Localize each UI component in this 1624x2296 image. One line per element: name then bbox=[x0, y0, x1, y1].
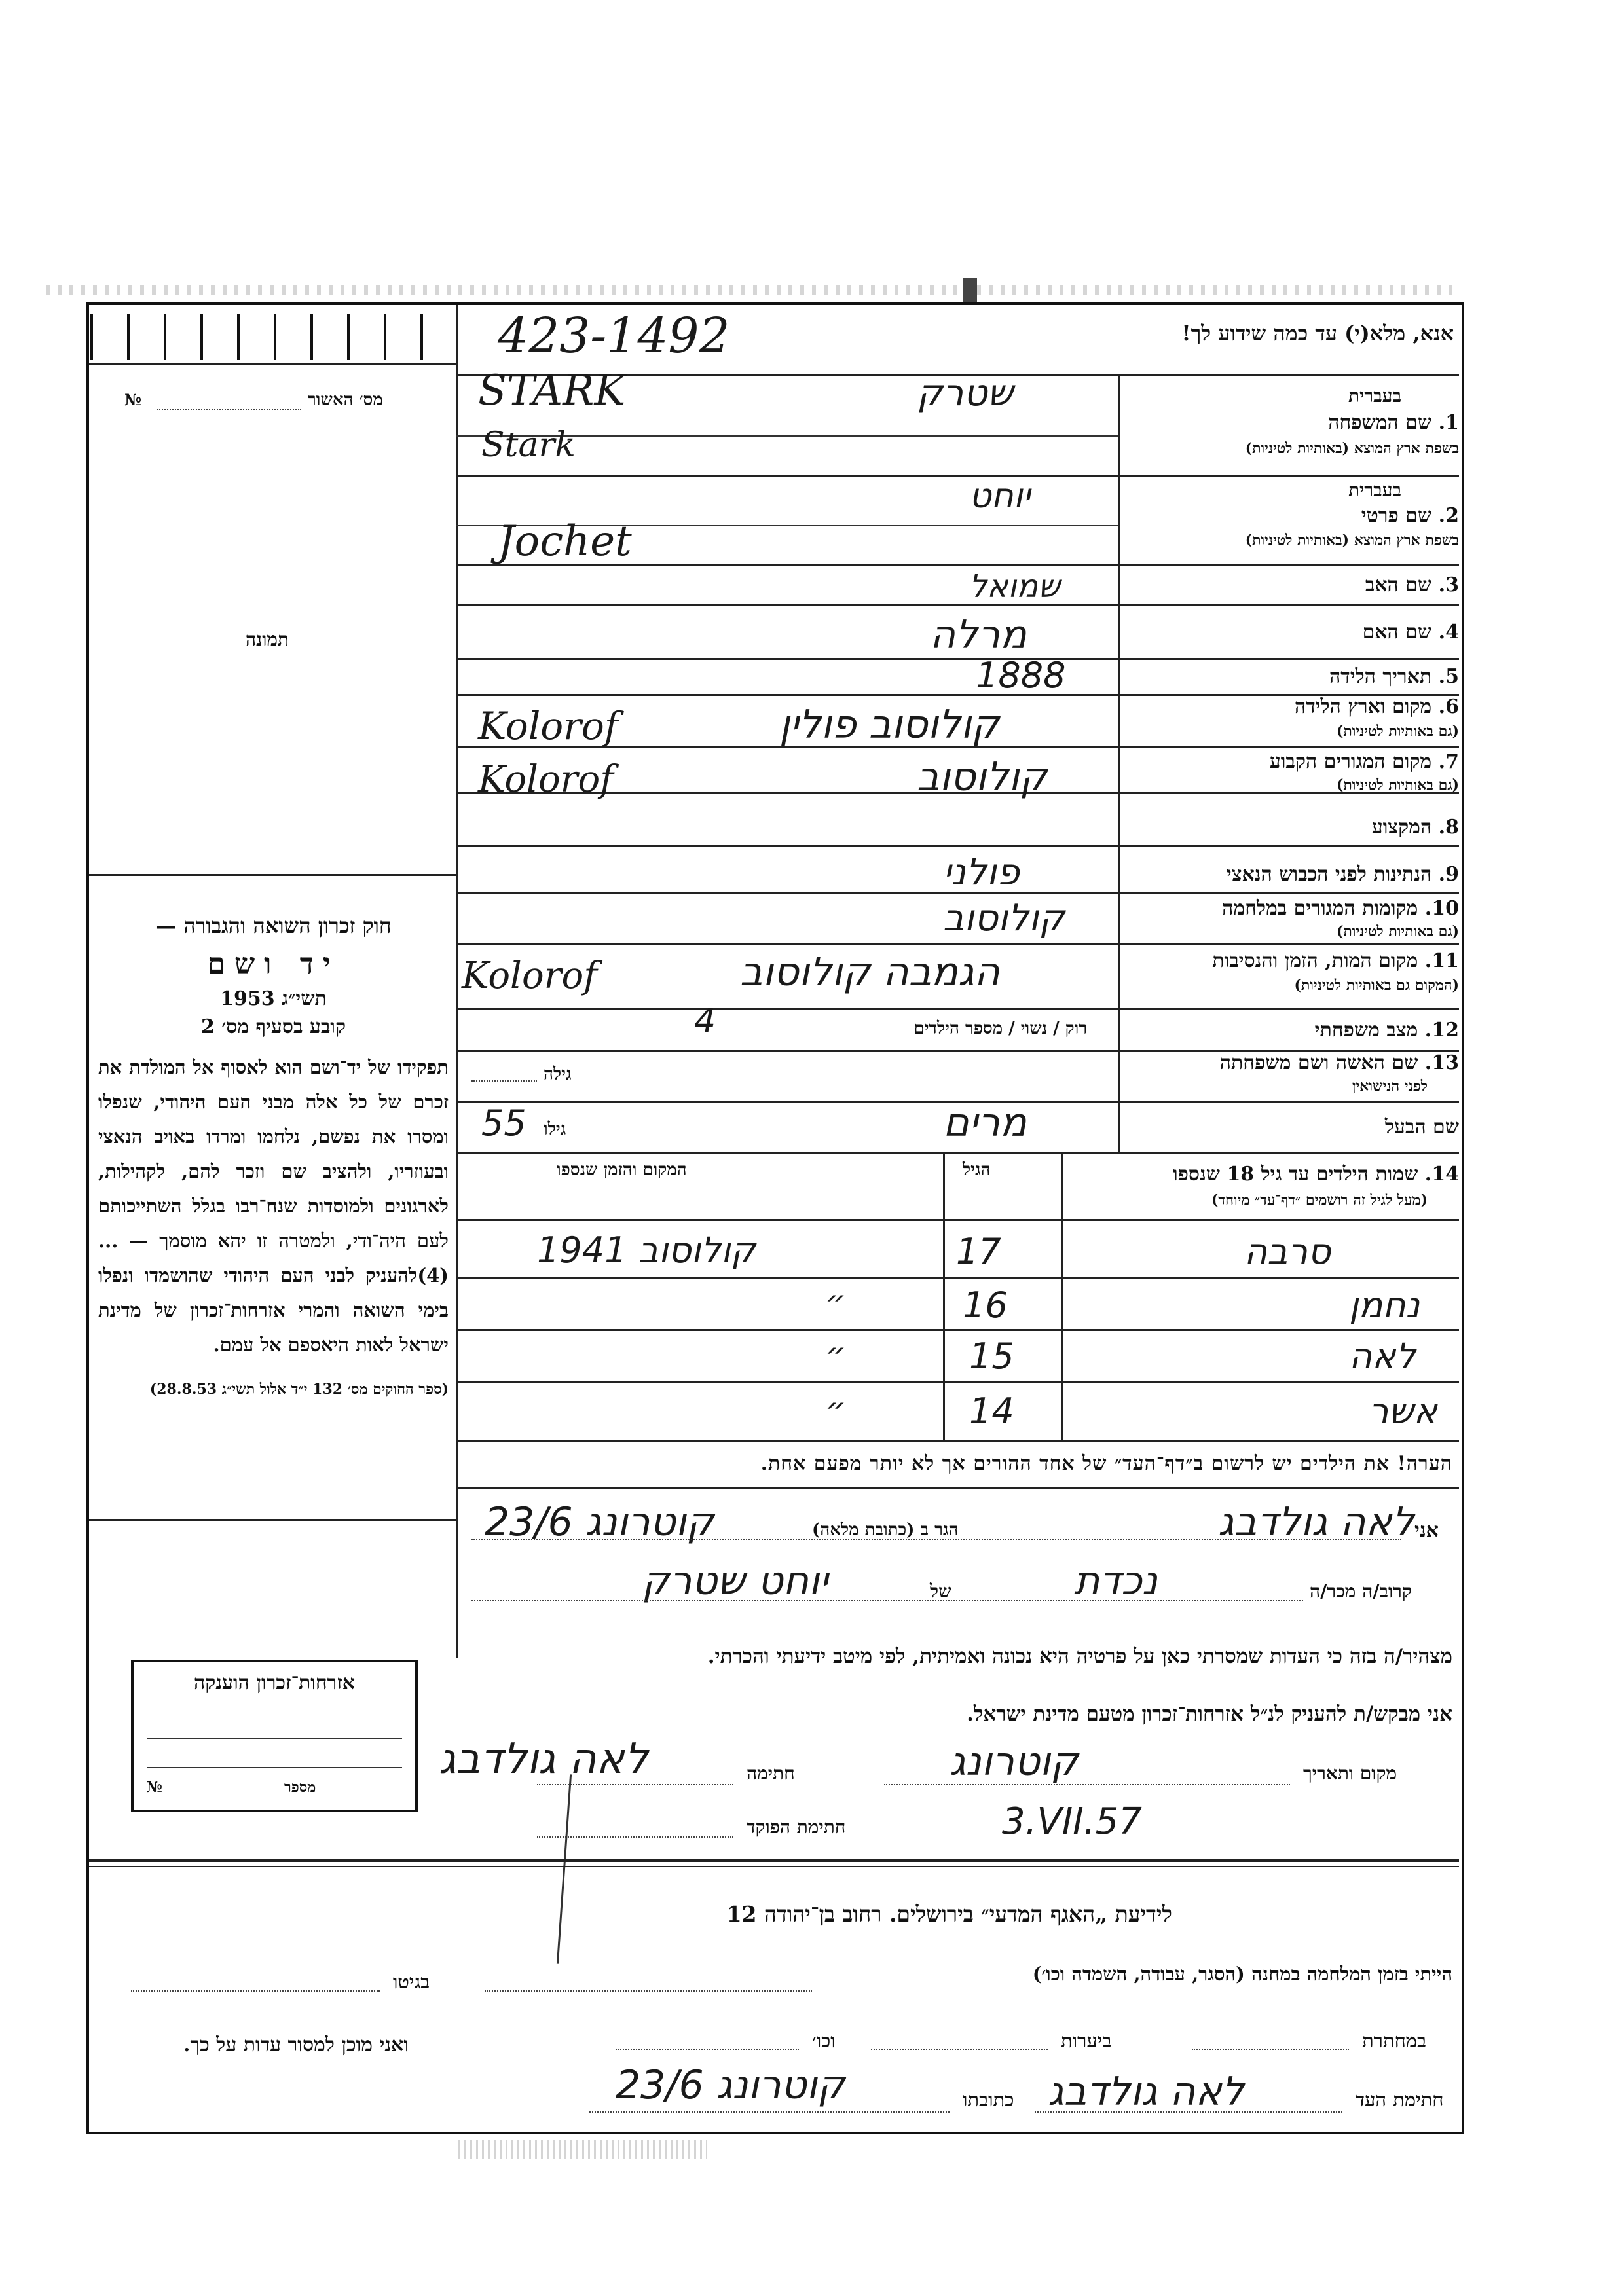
field-6-note: (גם באותיות לטיניות) bbox=[1336, 723, 1459, 740]
field-2-lang-hebrew: בעברית bbox=[1348, 479, 1401, 501]
husband-value: מרים bbox=[943, 1100, 1027, 1146]
sidebar-top-line bbox=[89, 874, 456, 876]
field-10-label: 10. מקומות המגורים במלחמה bbox=[1222, 897, 1459, 920]
row-line bbox=[456, 604, 1459, 606]
decl-of-value: יוחט שטרק bbox=[642, 1558, 828, 1604]
footer-line bbox=[1192, 2049, 1349, 2050]
child-age: 15 bbox=[969, 1336, 1014, 1377]
field-7-note: (גם באותיות לטיניות) bbox=[1336, 776, 1459, 793]
cert-no-label: מס׳ האשור bbox=[308, 390, 383, 410]
children-col-age-header: הגיל bbox=[963, 1160, 991, 1180]
field-7-value-hebrew: קולוסוב bbox=[917, 754, 1048, 800]
field-4-label: 4. שם האם bbox=[1362, 621, 1459, 644]
field-11-value-latin: Kolorof bbox=[462, 955, 597, 997]
field-12-label: 12. מצב משפחתי bbox=[1314, 1019, 1459, 1042]
footer-info: לידיעת „האגף המדעי״ בירושלים. רחוב בן־יהודה 12 bbox=[726, 1901, 1172, 1927]
child-name: סרבה bbox=[1244, 1231, 1331, 1272]
row-line bbox=[456, 943, 1459, 945]
field-12-children-count: 4 bbox=[694, 1002, 716, 1041]
field-2-lang-origin: בשפת ארץ המוצא (באותיות לטיניות) bbox=[1245, 532, 1459, 549]
field-1-value-hebrew: שטרק bbox=[917, 372, 1014, 414]
footer-witness-address-value: קוטרונג 23/6 bbox=[616, 2062, 845, 2108]
children-col-age-right bbox=[1061, 1152, 1063, 1440]
children-header-line bbox=[456, 1219, 1459, 1221]
field-5-label: 5. תאריך הלידה bbox=[1329, 665, 1459, 688]
footer-underground-label: במחתרת bbox=[1362, 2030, 1426, 2052]
decl-place-date-value: קוטרונג bbox=[950, 1739, 1079, 1785]
decl-official-signature-label: חתימת הפוקד bbox=[747, 1816, 846, 1838]
footer-line bbox=[131, 1990, 380, 1992]
child-name: נחמן bbox=[1349, 1285, 1420, 1326]
field-6-value-latin: Kolorof bbox=[478, 704, 619, 748]
decl-line bbox=[471, 1539, 1401, 1540]
yad-vashem-title: יד ושם bbox=[207, 947, 340, 981]
field-11-label: 11. מקום המות, הזמן והנסיבות bbox=[1212, 949, 1459, 972]
field-13-label: 13. שם האשה ושם משפחתה bbox=[1219, 1051, 1459, 1074]
field-3-label: 3. שם האב bbox=[1365, 574, 1459, 596]
child-age: 14 bbox=[969, 1391, 1014, 1432]
field-10-value: קולוסוב bbox=[943, 897, 1065, 939]
field-13-age-line bbox=[471, 1080, 537, 1082]
field-7-label: 7. מקום המגורים הקבוע bbox=[1269, 750, 1459, 773]
cert-no-line bbox=[157, 409, 301, 410]
scan-noise-strip bbox=[46, 285, 1454, 295]
sidebar-bottom-line bbox=[89, 1519, 456, 1521]
children-bottom-line bbox=[456, 1440, 1459, 1442]
field-7-value-latin: Kolorof bbox=[478, 758, 614, 801]
field-5-value: 1888 bbox=[976, 655, 1066, 696]
footer-ghetto-label: בגיטו bbox=[393, 1971, 430, 1993]
law-title: חוק זכרון השואה והגבורה — bbox=[155, 913, 392, 938]
field-1-value-origin2: Stark bbox=[481, 426, 576, 465]
law-source: (ספר החוקים מס׳ 132 י״ד אלול תשי״ג 28.8.53) bbox=[149, 1381, 449, 1398]
row-line bbox=[456, 475, 1459, 477]
decl-of-label: של bbox=[930, 1580, 951, 1602]
decl-line bbox=[884, 1784, 1290, 1785]
child-age: 17 bbox=[956, 1231, 1001, 1272]
footer-witness-signature-label: חתימת העד bbox=[1356, 2088, 1444, 2111]
row-line bbox=[456, 1152, 1459, 1154]
field-2-value-origin: Jochet bbox=[498, 517, 632, 566]
certificate-box-line bbox=[147, 1738, 402, 1739]
field-6-label: 6. מקום וארץ הלידה bbox=[1294, 695, 1459, 718]
law-clause: קובע בסעיף מס׳ 2 bbox=[200, 1015, 346, 1038]
tick-boxes bbox=[90, 314, 454, 360]
footer-line bbox=[1035, 2111, 1342, 2113]
certificate-box bbox=[131, 1660, 418, 1812]
child-place: ״ bbox=[825, 1336, 847, 1374]
field-2-label: 2. שם פרטי bbox=[1361, 504, 1459, 527]
footer-etc-label: וכו׳ bbox=[812, 2030, 836, 2052]
decl-signature-label: חתימה bbox=[747, 1762, 795, 1784]
certificate-box-no-abbr: № bbox=[147, 1779, 162, 1796]
file-number: 423-1492 bbox=[498, 308, 730, 364]
law-sidebar bbox=[98, 913, 449, 1400]
decl-line bbox=[537, 1784, 733, 1785]
footer-witness-signature-value: לאה גולדבג bbox=[1048, 2069, 1244, 2115]
footer-top-line-2 bbox=[89, 1866, 1459, 1867]
field-12-options: רוק / נשוי / מספר הילדים bbox=[913, 1019, 1087, 1038]
decl-address-label: הגר ב (כתובת מלאה) bbox=[812, 1520, 959, 1540]
child-place: קולוסוב 1941 bbox=[537, 1230, 756, 1271]
field-8-label: 8. המקצוע bbox=[1371, 816, 1459, 839]
decl-place-date-label: מקום ותאריך bbox=[1303, 1762, 1397, 1784]
husband-age-label: גילו bbox=[544, 1120, 566, 1139]
child-name: אשר bbox=[1369, 1391, 1437, 1432]
scan-noise-bottom bbox=[458, 2140, 707, 2159]
footer-line bbox=[589, 2111, 950, 2113]
field-4-value: מרלה bbox=[930, 612, 1027, 658]
field-6-value-hebrew: קולוסוב פולין bbox=[779, 702, 1000, 748]
child-name: לאה bbox=[1349, 1336, 1416, 1377]
field-1-label: 1. שם המשפחה bbox=[1328, 411, 1459, 434]
field-13-age-label: גילה bbox=[544, 1065, 572, 1084]
decl-name-value: לאה גולדבג bbox=[1218, 1499, 1414, 1545]
law-year: תשי״ג 1953 bbox=[220, 987, 327, 1010]
footer-witness-address-label: כתובתו bbox=[963, 2088, 1014, 2111]
decl-address-value: קוטרונג 23/6 bbox=[485, 1499, 714, 1545]
footer-top-line bbox=[89, 1859, 1459, 1862]
decl-line bbox=[471, 1600, 1303, 1601]
law-body: תפקידו של יד־ושם הוא לאסוף אל המולדת את זכרם של כל אלה מבני העם היהודי, שנפלו ומסרו את נפשם, נלחמו ומרדו באויב הנאצי ובעוזריו, ולהציב שם וזכר להם, לקהילות, לארגונים ולמוסדות שנח־רבו בגלל השתייכותם לעם היה־ודי, ולמטרה זו יהא מוסמך — ...(4)להעניק לבני העם היהודי שהושמדו ונפלו בימי השואה והמרי אזרחות־זכרון של מדינת ישראל לאות היאספם אל עמם. bbox=[98, 1056, 449, 1356]
footer-forests-label: ביערות bbox=[1061, 2030, 1112, 2052]
children-row-line bbox=[456, 1329, 1459, 1331]
form-title: אנא, מלא(י) עד כמה שידוע לך! bbox=[1181, 321, 1454, 346]
decl-statement: מצהיר/ה בזה כי העדות שמסרתי כאן על פרטיה היא נכונה ואמיתית, לפי מיטב ידיעתי והכרתי. bbox=[707, 1645, 1452, 1668]
footer-ready-label: ואני מוכן למסור עדות על כך. bbox=[183, 2033, 409, 2056]
footer-line bbox=[871, 2049, 1048, 2050]
field-9-label: 9. הנתינות לפני הכבוש הנאצי bbox=[1226, 863, 1459, 886]
field-1-value-origin: STARK bbox=[478, 367, 626, 415]
tick-boxes-bottom bbox=[89, 363, 457, 365]
children-col-place-header: המקום והזמן שנספו bbox=[557, 1160, 687, 1180]
husband-label: שם הבעל bbox=[1384, 1116, 1459, 1139]
footer-camp-label: הייתי בזמן המלחמה במחנה (הסגר, עבודה, השמדה וכו׳) bbox=[1032, 1963, 1452, 1985]
decl-date-value: 3.VII.57 bbox=[1002, 1800, 1142, 1843]
field-1-lang-hebrew: בעברית bbox=[1348, 385, 1401, 407]
field-1-lang-origin: בשפת ארץ המוצא (באותיות לטיניות) bbox=[1245, 440, 1459, 457]
child-age: 16 bbox=[963, 1285, 1008, 1326]
form-note: הערה! את הילדים יש לרשום ב״דף־העד״ של אחד ההורים אך לא יותר מפעם אחת. bbox=[760, 1452, 1452, 1475]
field-2-value-hebrew: יוחט bbox=[969, 477, 1031, 516]
field-11-note: (המקום גם באותיות לטיניות) bbox=[1294, 977, 1459, 994]
footer-line bbox=[616, 2049, 799, 2050]
row-line bbox=[456, 845, 1459, 847]
certificate-box-number-label: מספר bbox=[284, 1779, 316, 1796]
footer-line bbox=[485, 1990, 812, 1992]
decl-signature-value: לאה גולדבג bbox=[439, 1735, 648, 1783]
row-line bbox=[456, 658, 1459, 660]
note-bottom-line bbox=[456, 1487, 1459, 1489]
child-place: ״ bbox=[825, 1283, 847, 1321]
husband-age: 55 bbox=[481, 1102, 526, 1144]
children-row-line bbox=[456, 1277, 1459, 1279]
row-line bbox=[456, 1008, 1459, 1010]
field-3-value: שמואל bbox=[969, 568, 1061, 605]
decl-request: אני מבקש/ת להעניק לנ״ל אזרחות־זכרון מטעם מדינת ישראל. bbox=[967, 1702, 1452, 1726]
children-title: 14. שמות הילדים עד גיל 18 שנספו bbox=[1172, 1163, 1459, 1186]
field-10-note: (גם באותיות לטיניות) bbox=[1336, 923, 1459, 940]
field-11-value-hebrew: הגמבה קולוסוב bbox=[740, 949, 1000, 995]
children-col-age-left bbox=[943, 1152, 945, 1440]
children-note: (מעל לגיל זה רושמים ״דף־עד״ מיוחד) bbox=[1211, 1192, 1428, 1209]
cert-no-abbr: № bbox=[124, 390, 142, 409]
child-place: ״ bbox=[825, 1391, 847, 1429]
decl-relation-value: נכדת bbox=[1074, 1558, 1158, 1604]
scan-noise-mark bbox=[963, 278, 977, 303]
left-col-divider bbox=[456, 305, 458, 1658]
field-9-value: פולני bbox=[943, 851, 1020, 894]
decl-i-label: אני bbox=[1414, 1519, 1439, 1542]
photo-label: תמונה bbox=[246, 629, 289, 650]
decl-relation-label: קרוב/ה מכר/ה bbox=[1310, 1580, 1412, 1602]
field-13-note: לפני הנישואין bbox=[1352, 1078, 1428, 1095]
certificate-box-title: אזרחות־זכרון הוענקה bbox=[193, 1671, 356, 1694]
children-row-line bbox=[456, 1381, 1459, 1383]
label-col-divider bbox=[1118, 376, 1120, 1152]
certificate-box-line bbox=[147, 1767, 402, 1768]
